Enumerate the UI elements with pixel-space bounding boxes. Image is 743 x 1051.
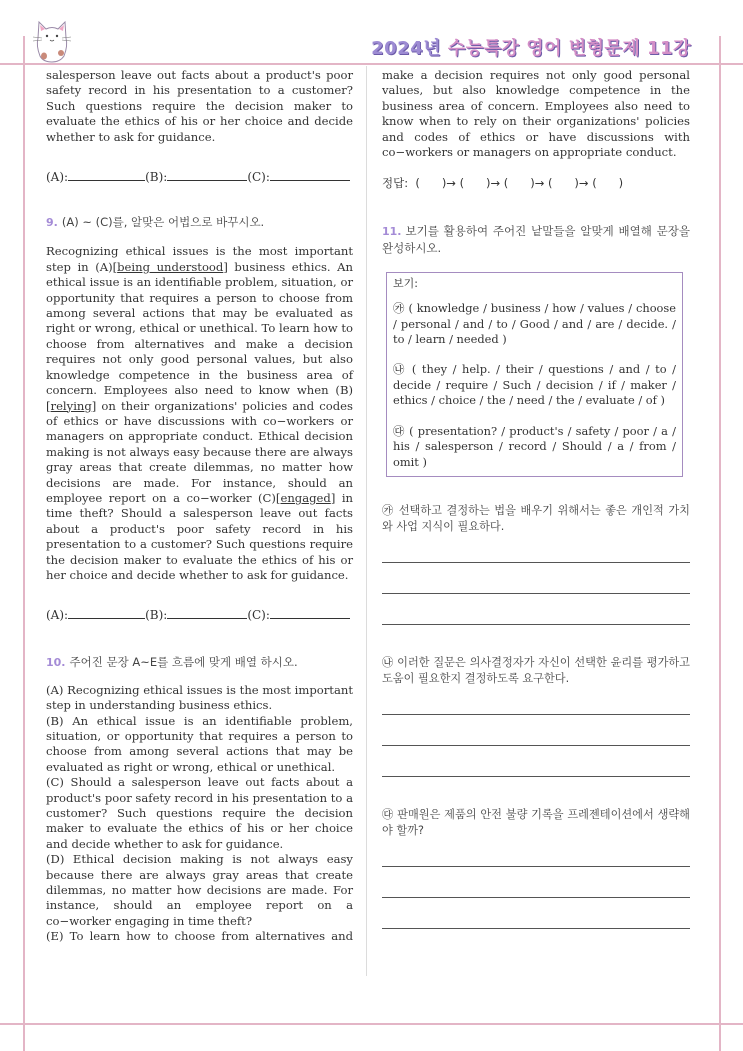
answer-line[interactable] [382, 897, 690, 898]
word-bank-label: 보기: [393, 276, 418, 290]
passage-text: ] on their organizations' policies and codes of ethics or have discussions with co−workers or managers on appropriate conduct. Ethical decision making is not always easy because there are always gray areas that create dilemmas, no matter how decisions are made. For instance, should an employee report on a co−worker (C)[ [46, 398, 353, 505]
word-bank-option-3: ㉰ ( presentation? / product's / safety / poor / a / his / salesperson / record / Should / a / from / omit ) [393, 423, 676, 469]
question-number-badge: 11. [382, 224, 402, 238]
sentence-c: (C) Should a salesperson leave out facts about a product's poor safety record in his presentation to a customer? Such questions require the decision maker to evaluate the ethics of his or her choice and decide whether to ask for guidance. [46, 775, 353, 851]
cat-mascot-icon [30, 16, 74, 64]
answer-line[interactable] [382, 928, 690, 929]
word-bank-box [386, 272, 683, 477]
word-bank-option-1: ㉮ ( knowledge / business / how / values / choose / personal / and / to / Good / and / are / decide. / to / learn / needed ) [393, 301, 676, 347]
passage-text: Recognizing ethical issues is the most important step in (A)[ [46, 244, 353, 274]
blank-c-label: (C): [247, 170, 270, 185]
choice-a-word: being understood [117, 259, 224, 274]
answer-blanks-top [46, 168, 353, 185]
question-10-heading [46, 654, 353, 671]
title-main: 수능특강 영어 변형문제 11강 [447, 38, 691, 59]
prompt-3: ㉰ 판매원은 제품의 안전 불량 기록을 프레젠테이션에서 생략해야 할까? [382, 807, 690, 837]
frame-bottom-line [0, 1023, 743, 1025]
question-9-heading [46, 214, 353, 231]
blank-b-field[interactable] [167, 606, 247, 619]
answer-line[interactable] [382, 562, 690, 563]
passage-continued-left: salesperson leave out facts about a product's poor safety record in his presentation to a customer? Such questions require the decision maker to evaluate the ethics of his or her choice and decide whether to ask for guidance. [46, 68, 353, 144]
question-10-instruction: 주어진 문장 A~E를 흐름에 맞게 배열 하시오. [69, 654, 298, 669]
sentence-e: (E) To learn how to choose from alternatives and [46, 929, 353, 944]
blank-b-label: (B): [145, 170, 168, 185]
word-bank-option-2: ㉯ ( they / help. / their / questions / and / to / decide / require / Such / decision / if / maker / ethics / choice / the / need / the / evaluate / of ) [393, 362, 676, 408]
blank-a-field[interactable] [68, 168, 145, 181]
question-number-badge: 10. [46, 655, 66, 669]
blank-a-label: (A): [46, 608, 69, 623]
prompt-1: ㉮ 선택하고 결정하는 법을 배우기 위해서는 좋은 개인적 가치와 사업 지식이 필요하다. [382, 503, 690, 533]
left-column [46, 68, 353, 945]
question-11-instruction: 보기를 활용하여 주어진 낱말들을 알맞게 배열해 문장을 완성하시오. [382, 223, 690, 255]
choice-c-word: engaged [280, 490, 331, 505]
sentence-d: (D) Ethical decision making is not always easy because there are always gray areas that create dilemmas, no matter how decisions are made. For instance, should an employee report on a co−worker engaging in time theft? [46, 852, 353, 928]
answer-line[interactable] [382, 714, 690, 715]
question-11-heading [382, 223, 690, 257]
answer-line[interactable] [382, 866, 690, 867]
passage-text: ] business ethics. An ethical issue is an identifiable problem, situation, or opportunity that requires a person to choose from among several actions that may be evaluated as right or wrong, ethical or unethical. To learn how to choose from alternatives and make a decision requires not only good personal values, but also knowledge competence in the business area of concern. Employees also need to know when (B)[ [46, 259, 353, 413]
blank-c-field[interactable] [270, 606, 350, 619]
sentence-b: (B) An ethical issue is an identifiable problem, situation, or opportunity that requires a person to choose from among several actions that may be evaluated as right or wrong, ethical or unethical. [46, 713, 353, 774]
blank-c-label: (C): [247, 608, 270, 623]
question-10-sentences [46, 683, 353, 945]
choice-b-word: relying [50, 398, 92, 413]
blank-a-field[interactable] [68, 606, 145, 619]
answer-line[interactable] [382, 593, 690, 594]
blank-b-label: (B): [145, 608, 168, 623]
right-column [382, 68, 690, 929]
prompt-2: ㉯ 이러한 질문은 의사결정자가 자신이 선택한 윤리를 평가하고 도움이 필요한지 결정하도록 요구한다. [382, 655, 690, 685]
question-9-instruction: (A) ~ (C)를, 알맞은 어법으로 바꾸시오. [61, 215, 265, 230]
title-year: 2024년 [371, 38, 442, 59]
blank-c-field[interactable] [270, 168, 350, 181]
sentence-a: (A) Recognizing ethical issues is the most important step in understanding business ethics. [46, 682, 353, 713]
blank-b-field[interactable] [167, 168, 247, 181]
question-number-badge: 9. [46, 216, 58, 230]
passage-text: ] in time theft? Should a salesperson leave out facts about a product's poor safety record in his presentation to a customer? Such questions require the decision maker to evaluate the ethics of his or her choice and decide whether to ask for guidance. [46, 490, 353, 582]
column-divider [366, 66, 367, 976]
frame-right-line [719, 36, 721, 1051]
answer-line[interactable] [382, 776, 690, 777]
page-title [371, 34, 691, 60]
blank-a-label: (A): [46, 170, 69, 185]
question-9-answer-blanks [46, 606, 353, 623]
frame-top-line [0, 63, 743, 65]
question-9-passage [46, 244, 353, 583]
frame-left-line [23, 36, 25, 1051]
passage-continued-right: make a decision requires not only good personal values, but also knowledge competence in the business area of concern. Employees also need to know when to rely on their organizations' policies and codes of ethics or have discussions with co−workers or managers on appropriate conduct. [382, 68, 690, 160]
order-answer-line[interactable]: 정답: ( )→ ( )→ ( )→ ( )→ ( ) [382, 176, 624, 191]
answer-line[interactable] [382, 624, 690, 625]
answer-line[interactable] [382, 745, 690, 746]
